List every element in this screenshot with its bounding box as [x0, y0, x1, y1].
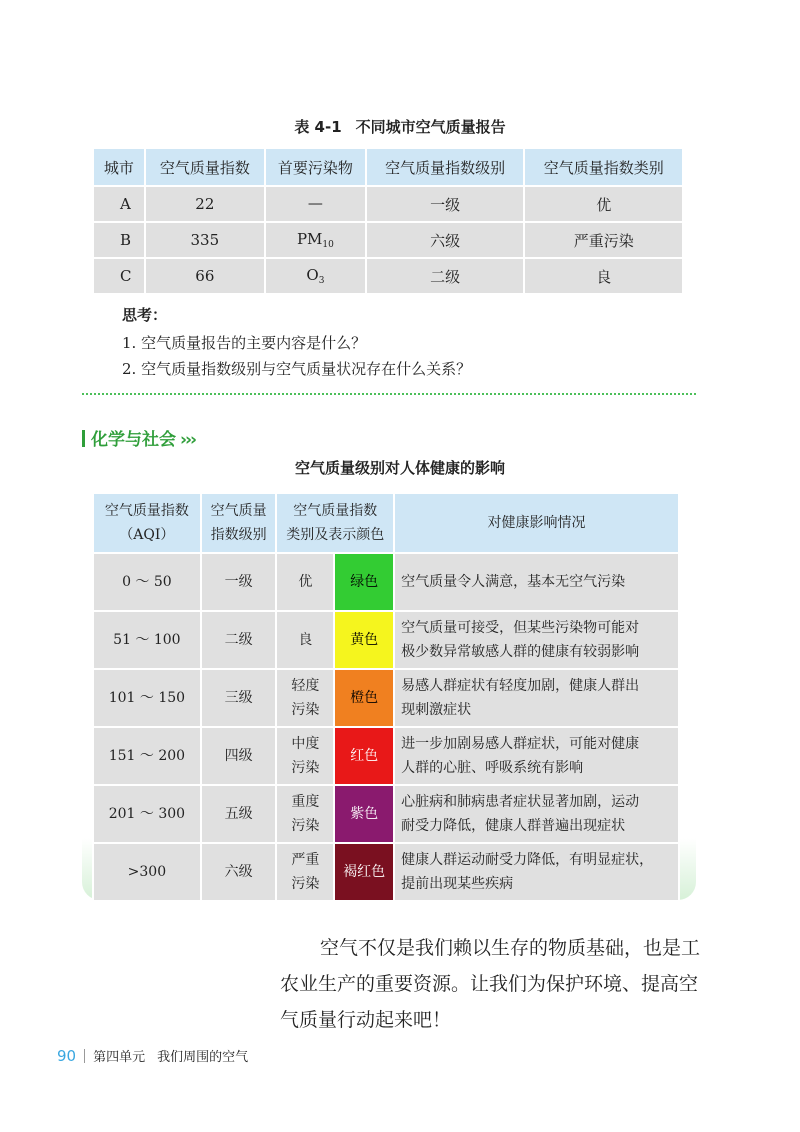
pollutant-cell: $O_3$ — [265, 258, 366, 294]
table-row — [93, 727, 679, 785]
color-swatch: 绿色 — [334, 553, 394, 611]
level-cell: 一级 — [366, 186, 525, 222]
page-number: 90 — [57, 1047, 77, 1065]
category-cell: 严重 污染 — [276, 843, 334, 901]
table1-header-row — [93, 148, 683, 186]
city-cell: B — [93, 222, 145, 258]
dotted-divider — [82, 393, 696, 395]
level-cell: 四级 — [201, 727, 277, 785]
section-heading — [82, 425, 195, 450]
table1-header-level: 空气质量指数级别 — [366, 148, 525, 186]
unit-label: 第四单元 — [93, 1050, 146, 1065]
category-cell: 良 — [524, 258, 683, 294]
table1-title: 不同城市空气质量报告 — [355, 118, 506, 136]
category-cell: 重度 污染 — [276, 785, 334, 843]
city-cell: A — [93, 186, 145, 222]
category-cell: 优 — [524, 186, 683, 222]
table-row — [93, 186, 683, 222]
color-swatch: 黄色 — [334, 611, 394, 669]
aqi-cell: 335 — [145, 222, 265, 258]
category-cell: 优 — [276, 553, 334, 611]
pollutant-cell: — — [265, 186, 366, 222]
unit-title: 我们周围的空气 — [157, 1050, 249, 1065]
table-row — [93, 222, 683, 258]
level-cell: 六级 — [201, 843, 277, 901]
effect-cell: 心脏病和肺病患者症状显著加剧，运动 耐受力降低，健康人群普遍出现症状 — [394, 785, 679, 843]
level-cell: 五级 — [201, 785, 277, 843]
table1-caption — [0, 116, 800, 137]
effect-cell: 空气质量可接受，但某些污染物可能对 极少数异常敏感人群的健康有较弱影响 — [394, 611, 679, 669]
table2-header-row — [93, 493, 679, 553]
table-row — [93, 611, 679, 669]
level-cell: 六级 — [366, 222, 525, 258]
table-row — [93, 669, 679, 727]
aqi-range-cell: >300 — [93, 843, 201, 901]
color-swatch: 橙色 — [334, 669, 394, 727]
table1-label: 表 4-1 — [294, 118, 342, 136]
category-cell: 中度 污染 — [276, 727, 334, 785]
question-2: 2. 空气质量指数级别与空气质量状况存在什么关系？ — [122, 360, 472, 378]
table1-header-aqi: 空气质量指数 — [145, 148, 265, 186]
table1-header-category: 空气质量指数类别 — [524, 148, 683, 186]
table2-header-level: 空气质量 指数级别 — [201, 493, 277, 553]
table-row — [93, 785, 679, 843]
table-row — [93, 258, 683, 294]
table1-header-pollutant: 首要污染物 — [265, 148, 366, 186]
think-heading: 思考： — [122, 306, 168, 324]
closing-line-2: 农业生产的重要资源。让我们为保护环境、提高空 — [280, 973, 699, 995]
table1-header-city: 城市 — [93, 148, 145, 186]
closing-paragraph — [280, 930, 700, 1038]
aqi-range-cell: 51 ～ 100 — [93, 611, 201, 669]
pollutant-cell: $PM_{10}$ — [265, 222, 366, 258]
effect-cell: 进一步加剧易感人群症状，可能对健康 人群的心脏、呼吸系统有影响 — [394, 727, 679, 785]
section-title: 化学与社会 — [91, 430, 176, 450]
category-cell: 良 — [276, 611, 334, 669]
aqi-cell: 66 — [145, 258, 265, 294]
effect-cell: 健康人群运动耐受力降低，有明显症状， 提前出现某些疾病 — [394, 843, 679, 901]
aqi-range-cell: 151 ～ 200 — [93, 727, 201, 785]
table2-header-effect: 对健康影响情况 — [394, 493, 679, 553]
section-bar-icon — [82, 430, 85, 447]
city-cell: C — [93, 258, 145, 294]
aqi-range-cell: 0 ～ 50 — [93, 553, 201, 611]
closing-line-1: 空气不仅是我们赖以生存的物质基础，也是工 — [320, 937, 701, 959]
color-swatch: 紫色 — [334, 785, 394, 843]
effect-cell: 空气质量令人满意，基本无空气污染 — [394, 553, 679, 611]
level-cell: 三级 — [201, 669, 277, 727]
effect-cell: 易感人群症状有轻度加剧，健康人群出 现刺激症状 — [394, 669, 679, 727]
color-swatch: 红色 — [334, 727, 394, 785]
closing-line-3: 气质量行动起来吧！ — [280, 1009, 452, 1031]
table2-header-aqi: 空气质量指数 （AQI） — [93, 493, 201, 553]
level-cell: 二级 — [201, 611, 277, 669]
city-air-quality-table — [92, 147, 684, 295]
footer-divider — [84, 1049, 85, 1063]
table2-title: 空气质量级别对人体健康的影响 — [294, 459, 505, 477]
level-cell: 二级 — [366, 258, 525, 294]
think-questions — [122, 302, 471, 382]
category-cell: 轻度 污染 — [276, 669, 334, 727]
aqi-range-cell: 101 ～ 150 — [93, 669, 201, 727]
chevron-right-icon: ››› — [180, 430, 196, 450]
color-swatch: 褐红色 — [334, 843, 394, 901]
aqi-health-table — [92, 492, 680, 902]
category-cell: 严重污染 — [524, 222, 683, 258]
table-row — [93, 843, 679, 901]
level-cell: 一级 — [201, 553, 277, 611]
page-footer — [57, 1046, 248, 1065]
aqi-range-cell: 201 ～ 300 — [93, 785, 201, 843]
question-1: 1. 空气质量报告的主要内容是什么？ — [122, 334, 367, 352]
table2-header-category: 空气质量指数 类别及表示颜色 — [276, 493, 394, 553]
aqi-cell: 22 — [145, 186, 265, 222]
table-row — [93, 553, 679, 611]
